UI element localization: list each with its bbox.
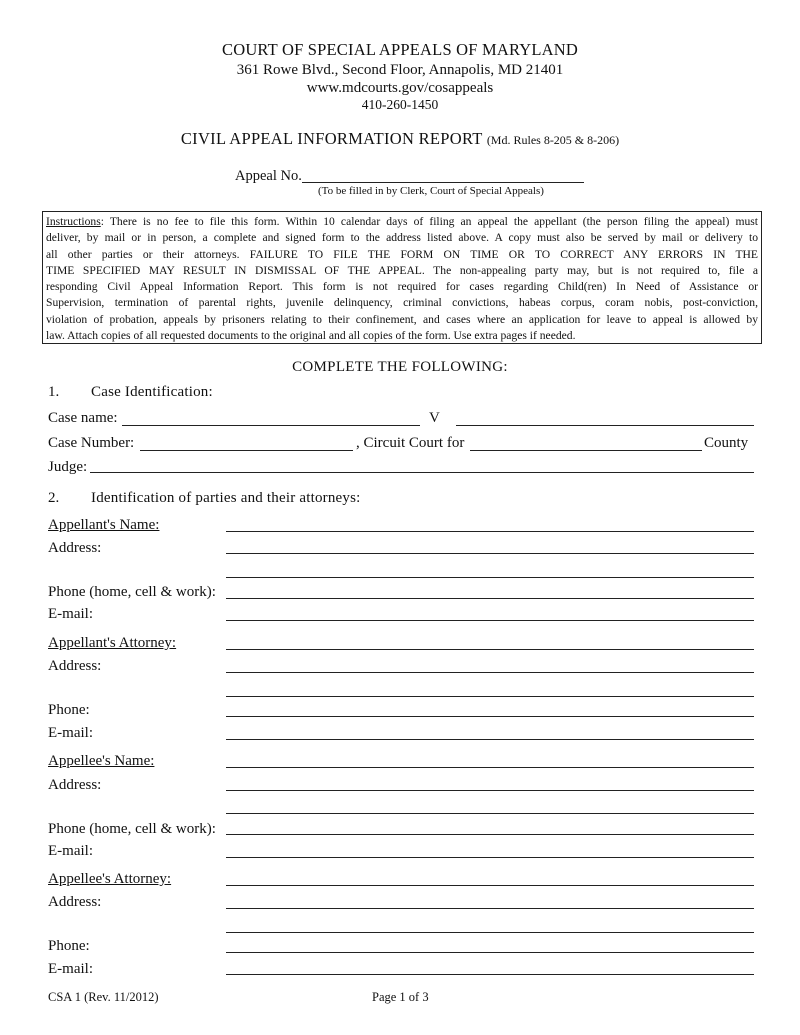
- instructions-line-6: Supervision, termination of parental rights, juvenile delinquency, criminal convictions, habeas corpus, coram nobis, post-conviction,: [46, 296, 758, 310]
- appellee-attorney-phone-label: Phone:: [48, 938, 90, 954]
- instructions-line-5: responding Civil Appeal Information Report. This form is not required for cases regarding Child(ren) In Need of Assistance or: [46, 280, 758, 294]
- instructions-line-8: law. Attach copies of all requested documents to the original and all copies of the form. Use extra pages if needed.: [46, 329, 576, 343]
- appellant-name-field[interactable]: [226, 531, 754, 532]
- appellee-attorney-address-field-2[interactable]: [226, 932, 754, 933]
- instructions-line-3: all other parties or their attorneys. FAILURE TO FILE THE FORM ON TIME OR TO CORRECT ANY ERRORS IN THE: [46, 247, 758, 261]
- appellant-attorney-phone-field[interactable]: [226, 716, 754, 717]
- form-id: CSA 1 (Rev. 11/2012): [48, 990, 159, 1004]
- appellee-phone-field[interactable]: [226, 834, 754, 835]
- appellant-attorney-address-field-1[interactable]: [226, 672, 754, 673]
- instructions-line-7: violation of probation, appeals by prisoners relating to their confinement, and cases where an application for leave to appeal is allowed by: [46, 312, 758, 326]
- appellee-attorney-heading: Appellee's Attorney:: [48, 871, 172, 887]
- appellant-email-field[interactable]: [226, 620, 754, 621]
- appellee-attorney-address-field-1[interactable]: [226, 908, 754, 909]
- appellant-address-label: Address:: [48, 540, 102, 556]
- section2-title: Identification of parties and their attorneys:: [91, 490, 361, 506]
- county-label: County: [704, 435, 749, 451]
- appellee-address-field-1[interactable]: [226, 790, 754, 791]
- appellee-attorney-field[interactable]: [226, 885, 754, 886]
- appellant-address-field-1[interactable]: [226, 553, 754, 554]
- case-name-field-2[interactable]: [456, 425, 754, 426]
- court-name: COURT OF SPECIAL APPEALS OF MARYLAND: [222, 40, 578, 59]
- appellant-email-label: E-mail:: [48, 606, 93, 622]
- appellant-phone-label: Phone (home, cell & work):: [48, 584, 216, 600]
- appellee-email-label: E-mail:: [48, 843, 93, 859]
- appeal-no-field[interactable]: [302, 182, 584, 183]
- versus-label: V: [429, 410, 440, 426]
- instructions-line-1: : There is no fee to file this form. Within 10 calendar days of filing an appeal the appellant (the person filing the appeal) must: [100, 215, 758, 228]
- appeal-no-note: (To be filled in by Clerk, Court of Special Appeals): [318, 185, 544, 197]
- appellant-name-heading: Appellant's Name:: [48, 517, 160, 533]
- appellant-attorney-field[interactable]: [226, 649, 754, 650]
- appellee-email-field[interactable]: [226, 857, 754, 858]
- case-number-field[interactable]: [140, 450, 353, 451]
- section1-title: Case Identification:: [91, 384, 213, 400]
- report-rules: (Md. Rules 8-205 & 8-206): [486, 133, 620, 147]
- judge-field[interactable]: [90, 472, 754, 473]
- instructions-line-2: deliver, by mail or in person, a complete and signed form to the address listed above. A copy must also be served by mail or delivery to: [46, 231, 758, 245]
- appellant-phone-field[interactable]: [226, 598, 754, 599]
- appellant-attorney-address-field-2[interactable]: [226, 696, 754, 697]
- appellee-attorney-address-label: Address:: [48, 894, 102, 910]
- circuit-court-field[interactable]: [470, 450, 702, 451]
- instructions-box: [42, 211, 762, 344]
- appellant-attorney-email-label: E-mail:: [48, 725, 93, 741]
- appellee-address-field-2[interactable]: [226, 813, 754, 814]
- appellant-address-field-2[interactable]: [226, 577, 754, 578]
- appeal-no-label: Appeal No.: [235, 168, 302, 184]
- instructions-label: Instructions: [46, 215, 101, 228]
- report-title: [0, 129, 800, 149]
- court-website: www.mdcourts.gov/cosappeals: [306, 80, 494, 96]
- case-number-label: Case Number:: [48, 435, 135, 451]
- appellee-attorney-email-field[interactable]: [226, 974, 754, 975]
- appellee-name-field[interactable]: [226, 767, 754, 768]
- appellee-name-heading: Appellee's Name:: [48, 753, 155, 769]
- case-name-field-1[interactable]: [122, 425, 420, 426]
- appellant-attorney-email-field[interactable]: [226, 739, 754, 740]
- appellee-phone-label: Phone (home, cell & work):: [48, 821, 216, 837]
- instructions-line-4: TIME SPECIFIED MAY RESULT IN DISMISSAL OF THE APPEAL. The non-appealing party may, but is not required to, file a: [46, 263, 758, 277]
- court-address: 361 Rowe Blvd., Second Floor, Annapolis, MD 21401: [236, 62, 564, 78]
- appellant-attorney-address-label: Address:: [48, 658, 102, 674]
- judge-label: Judge:: [48, 459, 88, 475]
- page-number: Page 1 of 3: [372, 990, 429, 1004]
- appellant-attorney-phone-label: Phone:: [48, 702, 90, 718]
- appellant-attorney-heading: Appellant's Attorney:: [48, 635, 177, 651]
- appellee-attorney-phone-field[interactable]: [226, 952, 754, 953]
- section2-number: 2.: [48, 490, 60, 506]
- case-name-label: Case name:: [48, 410, 118, 426]
- complete-heading: COMPLETE THE FOLLOWING:: [292, 359, 508, 375]
- section1-number: 1.: [48, 384, 60, 400]
- appellee-attorney-email-label: E-mail:: [48, 961, 93, 977]
- appellee-address-label: Address:: [48, 777, 102, 793]
- report-title-text: CIVIL APPEAL INFORMATION REPORT: [180, 129, 483, 148]
- circuit-court-label: , Circuit Court for: [356, 435, 465, 451]
- court-phone: 410-260-1450: [361, 97, 439, 112]
